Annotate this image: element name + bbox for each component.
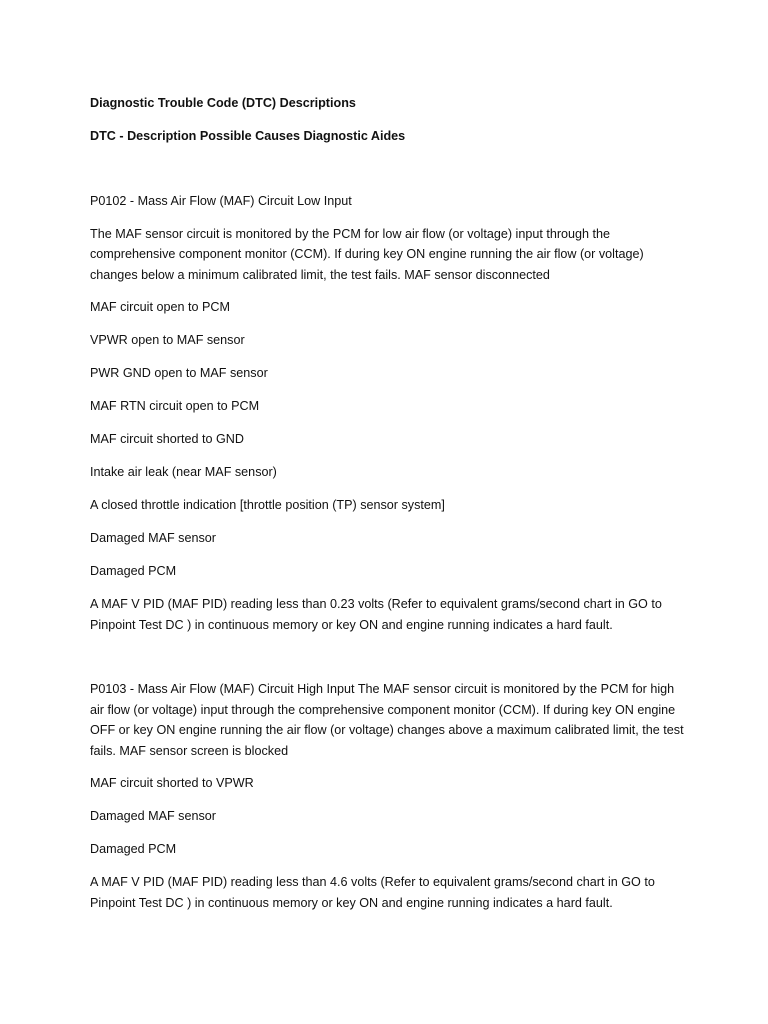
- p0103-diagnostic-aide: A MAF V PID (MAF PID) reading less than 4.6 volts (Refer to equivalent grams/second chart in GO to Pinpoint Test DC ) in continuous memory or key ON and engine running indicates a hard fault.: [90, 875, 655, 910]
- p0102-description: The MAF sensor circuit is monitored by the PCM for low air flow (or voltage) input through the comprehensive component monitor (CCM). If during key ON engine running the air flow (or voltage) changes below a minimum calibrated limit, the test fails. MAF sensor disconnected: [90, 226, 644, 282]
- p0102-cause: PWR GND open to MAF sensor: [90, 366, 268, 380]
- document-subtitle: DTC - Description Possible Causes Diagnostic Aides: [90, 128, 406, 143]
- p0103-cause: Damaged MAF sensor: [90, 809, 216, 823]
- p0102-cause: VPWR open to MAF sensor: [90, 333, 245, 347]
- p0103-cause: Damaged PCM: [90, 842, 177, 856]
- p0102-cause: MAF circuit open to PCM: [90, 300, 230, 314]
- p0102-cause: MAF circuit shorted to GND: [90, 432, 244, 446]
- p0102-cause: Intake air leak (near MAF sensor): [90, 465, 277, 479]
- p0102-cause: MAF RTN circuit open to PCM: [90, 399, 260, 413]
- p0103-description: P0103 - Mass Air Flow (MAF) Circuit High Input The MAF sensor circuit is monitored by the PCM for high air flow (or voltage) input through the comprehensive component monitor (CCM). If during key ON engine OFF or key ON engine running the air flow (or voltage) changes above a maximum calibrated limit, the test fails. MAF sensor screen is blocked: [90, 682, 684, 758]
- document-body: [90, 93, 690, 913]
- document-title: Diagnostic Trouble Code (DTC) Descriptions: [90, 96, 356, 110]
- p0103-cause: MAF circuit shorted to VPWR: [90, 776, 254, 790]
- p0102-diagnostic-aide: A MAF V PID (MAF PID) reading less than 0.23 volts (Refer to equivalent grams/second chart in GO to Pinpoint Test DC ) in continuous memory or key ON and engine running indicates a hard fault.: [90, 597, 662, 632]
- p0102-heading: P0102 - Mass Air Flow (MAF) Circuit Low Input: [90, 194, 352, 208]
- p0102-cause: Damaged PCM: [90, 564, 177, 578]
- p0102-cause: Damaged MAF sensor: [90, 531, 216, 545]
- p0102-cause: A closed throttle indication [throttle position (TP) sensor system]: [90, 498, 445, 512]
